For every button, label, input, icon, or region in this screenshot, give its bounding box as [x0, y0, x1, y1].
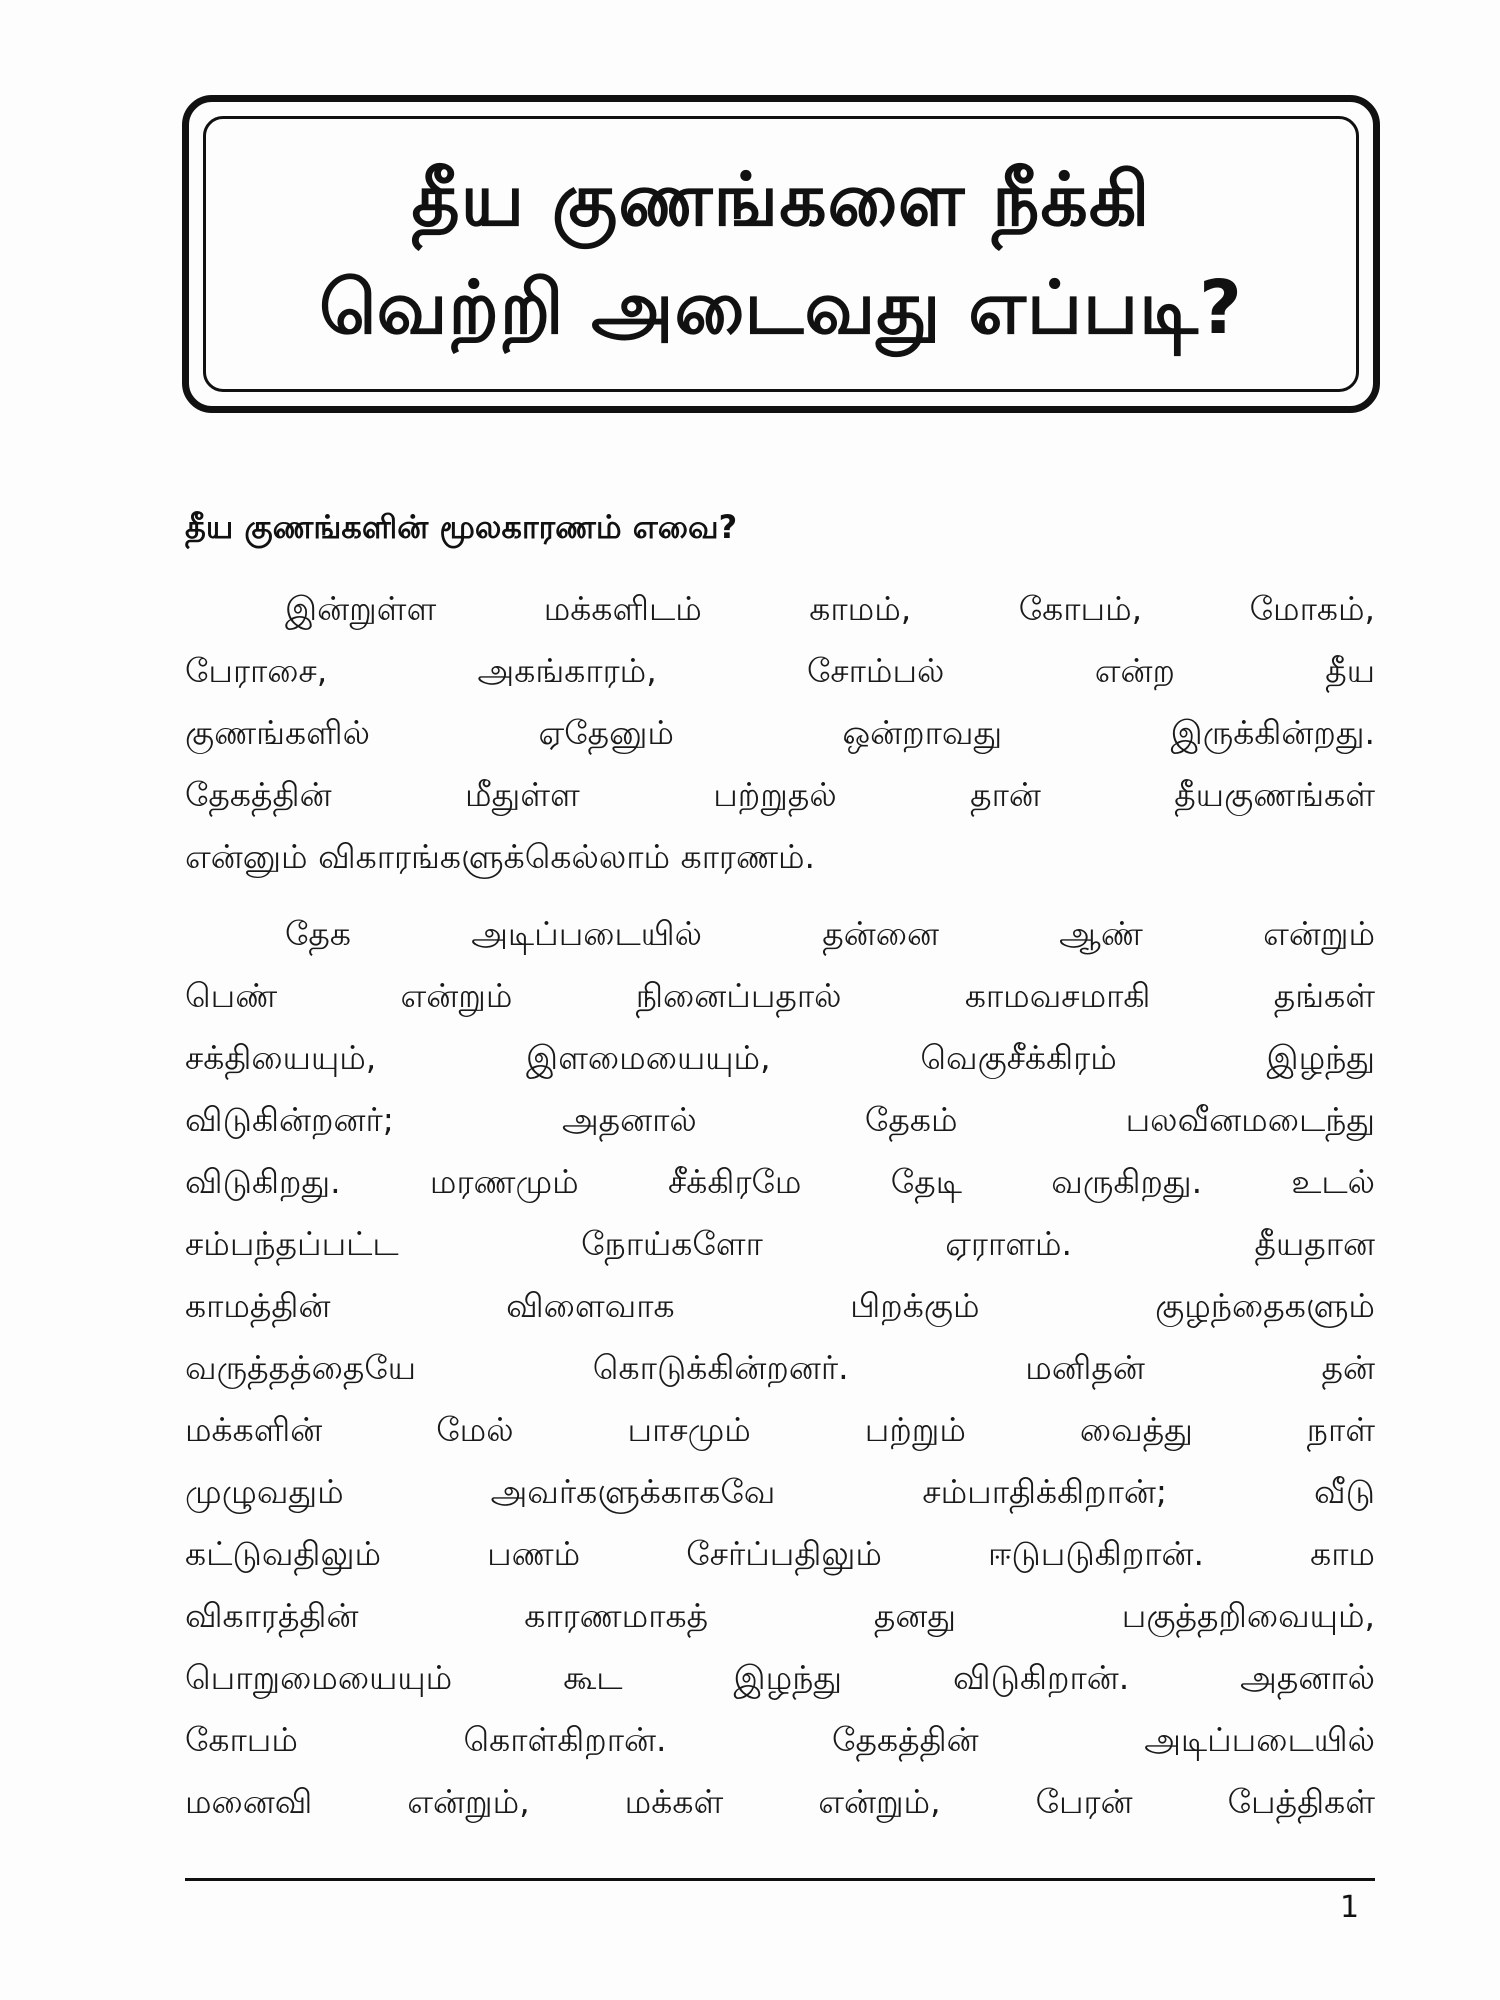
paragraph-line: கட்டுவதிலும் பணம் சேர்ப்பதிலும் ஈடுபடுகிறான். காம: [185, 1534, 1375, 1573]
paragraph-line: விகாரத்தின் காரணமாகத் தனது பகுத்தறிவையும்,: [185, 1596, 1375, 1635]
paragraph-1: [185, 578, 1375, 888]
paragraph-line: வருத்தத்தையே கொடுக்கின்றனர். மனிதன் தன்: [185, 1348, 1375, 1387]
paragraph-line: பெண் என்றும் நினைப்பதால் காமவசமாகி தங்கள்: [185, 976, 1375, 1015]
paragraph-line: சக்தியையும், இளமையையும், வெகுசீக்கிரம் இழந்து: [185, 1038, 1375, 1077]
paragraph-line: பேராசை, அகங்காரம், சோம்பல் என்ற தீய: [185, 651, 1375, 690]
paragraph-line: மக்களின் மேல் பாசமும் பற்றும் வைத்து நாள்: [185, 1410, 1375, 1449]
paragraph-line: காமத்தின் விளைவாக பிறக்கும் குழந்தைகளும்: [185, 1286, 1375, 1325]
title-line-2: வெற்றி அடைவது எப்படி?: [319, 265, 1243, 351]
paragraph-line: விடுகின்றனர்; அதனால் தேகம் பலவீனமடைந்து: [185, 1100, 1375, 1139]
paragraph-line: தேக அடிப்படையில் தன்னை ஆண் என்றும்: [285, 914, 1375, 953]
title-box: [182, 95, 1380, 413]
paragraph-line: குணங்களில் ஏதேனும் ஒன்றாவது இருக்கின்றது.: [185, 713, 1375, 752]
paragraph-line: சம்பந்தப்பட்ட நோய்களோ ஏராளம். தீயதான: [185, 1224, 1375, 1263]
paragraph-line: விடுகிறது. மரணமும் சீக்கிரமே தேடி வருகிறது. உடல்: [185, 1162, 1375, 1201]
paragraph-line: முழுவதும் அவர்களுக்காகவே சம்பாதிக்கிறான்; வீடு: [185, 1472, 1375, 1511]
paragraph-line: என்னும் விகாரங்களுக்கெல்லாம் காரணம்.: [185, 837, 816, 876]
paragraph-2: [185, 903, 1375, 1833]
paragraph-line: தேகத்தின் மீதுள்ள பற்றுதல் தான் தீயகுணங்கள்: [185, 775, 1375, 814]
footer-divider: [185, 1878, 1375, 1881]
paragraph-line: இன்றுள்ள மக்களிடம் காமம், கோபம், மோகம்,: [285, 589, 1375, 628]
title-line-1: தீய குணங்களை நீக்கி: [411, 157, 1151, 243]
section-heading: தீய குணங்களின் மூலகாரணம் எவை?: [185, 508, 738, 546]
paragraph-line: மனைவி என்றும், மக்கள் என்றும், பேரன் பேத்திகள்: [185, 1782, 1375, 1821]
paragraph-line: பொறுமையையும் கூட இழந்து விடுகிறான். அதனால்: [185, 1658, 1375, 1697]
title-box-inner-border: [203, 116, 1359, 392]
paragraph-line: கோபம் கொள்கிறான். தேகத்தின் அடிப்படையில்: [185, 1720, 1375, 1759]
page-number: 1: [1340, 1890, 1360, 1925]
